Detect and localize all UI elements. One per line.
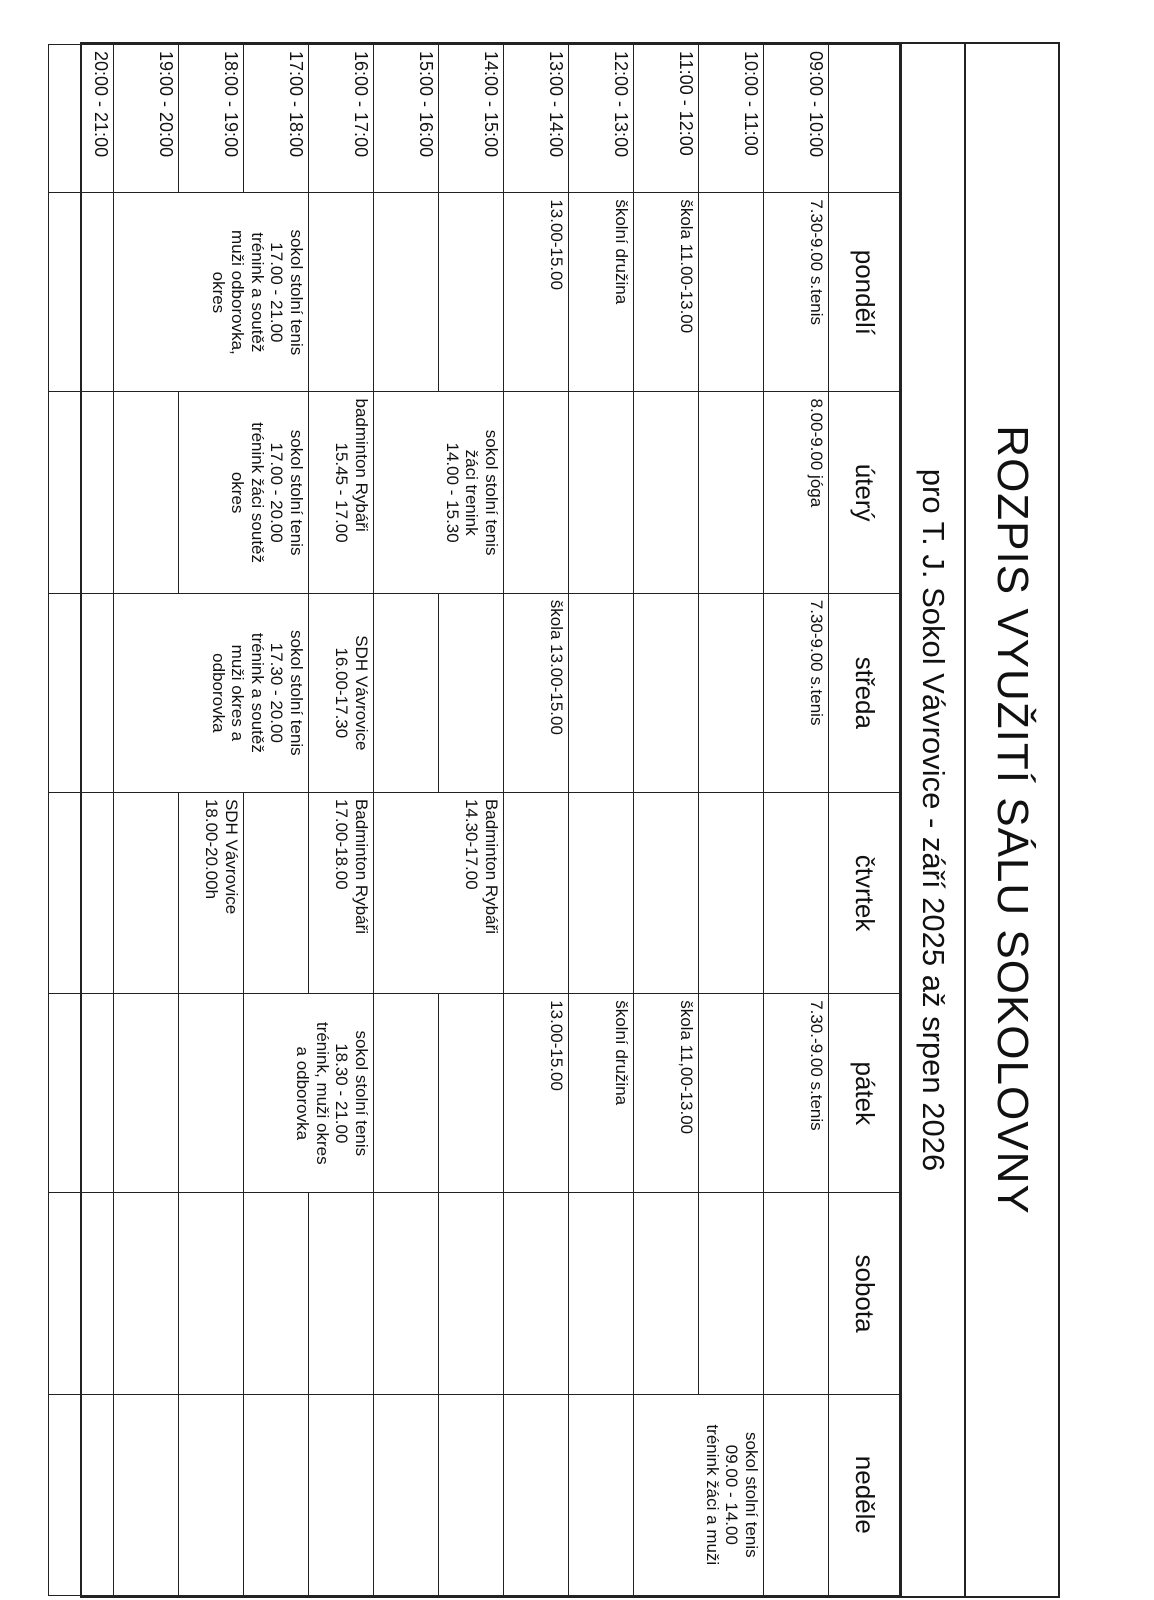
entry-line: sokol stolní tenis <box>482 429 501 556</box>
entry-tue-badminton <box>332 398 371 586</box>
day-header: pátek <box>829 994 900 1193</box>
entry-cell <box>244 1394 309 1595</box>
entry-line: trénink, muži okres <box>312 1021 332 1165</box>
entry-cell <box>49 593 114 792</box>
entry-cell <box>699 593 764 792</box>
entry-line: sokol stolní tenis <box>352 1030 371 1157</box>
table-row <box>699 45 764 1596</box>
entry-line: sokol stolní tenis <box>287 429 306 556</box>
entry-cell <box>179 392 309 593</box>
entry-line: 18.00-20.00h <box>202 798 222 900</box>
entry-cell <box>439 193 504 392</box>
entry-line: badminton Rybáři <box>352 398 371 532</box>
entry-cell <box>179 994 244 1193</box>
entry-line: 15.45 - 17.00 <box>332 442 352 543</box>
entry-cell: škola 11,00-13.00 <box>634 994 699 1193</box>
time-cell: 20:00 - 21:00 <box>49 45 114 193</box>
entry-line: Badminton Rybáři <box>352 798 371 935</box>
entry-cell <box>764 1193 829 1394</box>
entry-cell: 7.30.-9.00 s.tenis <box>764 994 829 1193</box>
time-cell: 14:00 - 15:00 <box>439 45 504 193</box>
time-cell: 17:00 - 18:00 <box>244 45 309 193</box>
entry-cell: 13.00-15.00 <box>504 994 569 1193</box>
entry-cell <box>244 792 309 993</box>
entry-line: sokol stolní tenis <box>287 630 306 756</box>
entry-cell <box>504 1193 569 1394</box>
entry-cell <box>309 392 374 593</box>
time-cell: 19:00 - 20:00 <box>114 45 179 193</box>
entry-cell <box>309 593 374 792</box>
entry-line: 17.00 - 20.00 <box>267 442 287 543</box>
time-cell: 09:00 - 10:00 <box>764 45 829 193</box>
entry-cell <box>374 193 439 392</box>
entry-cell <box>699 994 764 1193</box>
entry-line: 17.30 - 20.00 <box>267 642 287 743</box>
entry-wed-sdh <box>332 600 371 786</box>
table-row <box>439 45 504 1596</box>
entry-tue-juniors <box>442 398 501 586</box>
entry-cell <box>699 1193 764 1394</box>
entry-sun-table-tennis <box>702 1401 761 1589</box>
entry-line: sokol stolní tenis <box>287 229 306 356</box>
entry-line: muži okres a <box>228 644 248 742</box>
entry-cell <box>374 1193 439 1394</box>
entry-line: trénink a soutěž <box>247 632 267 753</box>
entry-cell <box>49 1193 114 1394</box>
entry-thu-badminton <box>462 799 501 987</box>
entry-cell <box>114 1193 179 1394</box>
schedule-table <box>48 44 900 1596</box>
time-cell: 16:00 - 17:00 <box>309 45 374 193</box>
entry-cell <box>114 792 179 993</box>
entry-cell: 13.00-15.00 <box>504 193 569 392</box>
entry-cell <box>699 193 764 392</box>
schedule-sheet <box>80 42 1060 1598</box>
entry-line: Badminton Rybáři <box>482 798 501 935</box>
entry-cell <box>634 1394 764 1595</box>
entry-cell <box>439 593 504 792</box>
table-row <box>569 45 634 1596</box>
entry-cell <box>569 1394 634 1595</box>
entry-line: a odborovka <box>293 1046 313 1141</box>
entry-line: SDH Vávrovice <box>222 798 241 915</box>
entry-tue-table-tennis <box>228 398 306 586</box>
entry-mon-table-tennis <box>208 199 306 385</box>
entry-cell: škola 13.00-15.00 <box>504 593 569 792</box>
entry-fri-table-tennis <box>293 1000 371 1186</box>
entry-line: muži odborovka, <box>228 230 248 355</box>
entry-cell <box>504 1394 569 1595</box>
entry-cell: školní družina <box>569 193 634 392</box>
day-header: pondělí <box>829 193 900 392</box>
entry-cell: 8.00-9.00 jóga <box>764 392 829 593</box>
entry-cell <box>569 1193 634 1394</box>
entry-cell <box>634 593 699 792</box>
day-header: neděle <box>829 1394 900 1595</box>
entry-cell <box>114 1394 179 1595</box>
entry-cell <box>569 593 634 792</box>
entry-cell <box>439 994 504 1193</box>
entry-line: okres <box>228 471 248 514</box>
day-header: úterý <box>829 392 900 593</box>
entry-cell <box>49 792 114 993</box>
entry-cell <box>309 1394 374 1595</box>
entry-cell <box>49 392 114 593</box>
entry-line: sokol stolní tenis <box>742 1431 761 1558</box>
entry-cell <box>179 792 244 993</box>
entry-cell <box>699 792 764 993</box>
entry-cell <box>309 193 374 392</box>
entry-cell <box>374 1394 439 1595</box>
table-row <box>49 45 114 1596</box>
entry-cell <box>374 392 504 593</box>
entry-cell <box>49 994 114 1193</box>
time-cell: 18:00 - 19:00 <box>179 45 244 193</box>
entry-line: 14.00 - 15.30 <box>442 442 462 543</box>
entry-cell <box>244 994 374 1193</box>
entry-cell: 7.30-9.00 s.tenis <box>764 193 829 392</box>
entry-cell <box>634 392 699 593</box>
entry-line: 09.00 - 14.00 <box>722 1444 742 1545</box>
entry-line: 18.30 - 21.00 <box>332 1043 352 1144</box>
entry-line: odborovka <box>208 653 228 733</box>
entry-cell <box>569 392 634 593</box>
time-cell: 12:00 - 13:00 <box>569 45 634 193</box>
time-cell: 10:00 - 11:00 <box>699 45 764 193</box>
entry-line: trénink žáci a muži <box>702 1424 722 1566</box>
header-row <box>829 45 900 1596</box>
entry-cell <box>49 193 114 392</box>
time-cell: 11:00 - 12:00 <box>634 45 699 193</box>
table-row <box>504 45 569 1596</box>
entry-line: žáci trenink <box>462 449 482 536</box>
entry-cell <box>309 1193 374 1394</box>
table-row <box>764 45 829 1596</box>
entry-cell <box>374 593 439 792</box>
entry-line: 17.00 - 21.00 <box>267 242 287 343</box>
entry-line: trénink a soutěž <box>247 232 267 353</box>
entry-cell <box>49 1394 114 1595</box>
entry-cell <box>439 1394 504 1595</box>
entry-cell <box>179 1394 244 1595</box>
table-row <box>634 45 699 1596</box>
corner-cell <box>829 45 900 193</box>
entry-cell <box>114 193 309 392</box>
entry-cell <box>569 792 634 993</box>
entry-cell <box>699 392 764 593</box>
page-subtitle: pro T. J. Sokol Vávrovice - září 2025 až srpen 2026 <box>900 44 964 1596</box>
entry-line: 17.00-18.00 <box>332 798 352 890</box>
entry-cell <box>114 392 179 593</box>
table-row <box>244 45 309 1596</box>
day-header: sobota <box>829 1193 900 1394</box>
page-title: ROZPIS VYUŽITÍ SÁLU SOKOLOVNY <box>964 44 1058 1596</box>
entry-cell: škola 11.00-13.00 <box>634 193 699 392</box>
entry-cell: školní družina <box>569 994 634 1193</box>
entry-thu-sdh <box>202 799 241 987</box>
entry-cell <box>309 792 374 993</box>
entry-cell <box>244 1193 309 1394</box>
entry-line: okres <box>208 271 228 314</box>
entry-cell <box>634 1193 699 1394</box>
day-header: středa <box>829 593 900 792</box>
entry-line: 14.30-17.00 <box>462 798 482 890</box>
entry-cell <box>764 1394 829 1595</box>
entry-wed-table-tennis <box>208 600 306 786</box>
entry-thu-badminton-2 <box>332 799 371 987</box>
entry-cell <box>374 792 504 993</box>
entry-cell <box>439 1193 504 1394</box>
entry-cell <box>114 593 309 792</box>
entry-cell: 7.30-9.00 s.tenis <box>764 593 829 792</box>
table-row <box>309 45 374 1596</box>
entry-cell <box>504 392 569 593</box>
entry-cell <box>634 792 699 993</box>
entry-line: SDH Vávrovice <box>352 635 371 751</box>
time-cell: 13:00 - 14:00 <box>504 45 569 193</box>
entry-line: trénink žáci soutěž <box>247 422 267 564</box>
entry-cell <box>764 792 829 993</box>
day-header: čtvrtek <box>829 792 900 993</box>
time-cell: 15:00 - 16:00 <box>374 45 439 193</box>
entry-cell <box>114 994 179 1193</box>
entry-cell <box>504 792 569 993</box>
entry-cell <box>374 994 439 1193</box>
entry-cell <box>179 1193 244 1394</box>
entry-line: 16.00-17.30 <box>332 647 352 739</box>
